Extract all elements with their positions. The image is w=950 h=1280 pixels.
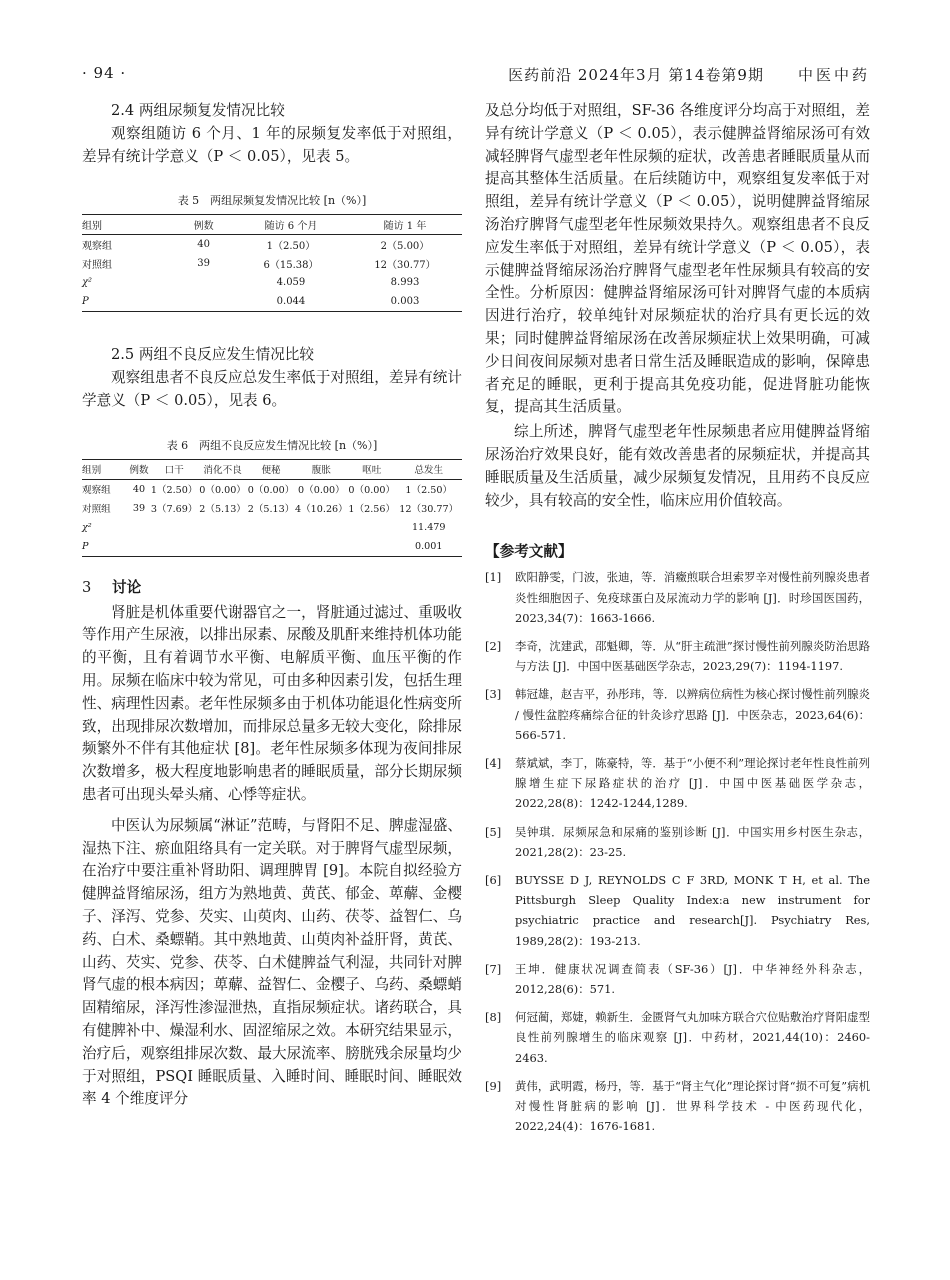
table-cell: 0.003 <box>390 296 420 308</box>
table-cell: 40 <box>132 483 146 495</box>
table-row <box>82 254 462 273</box>
table-cell: χ² <box>82 521 92 533</box>
table-header-cell: 便秘 <box>261 465 281 477</box>
table-cell <box>247 537 295 557</box>
reference-item <box>485 753 870 814</box>
table-cell: 观察组 <box>82 241 112 253</box>
reference-item <box>485 1007 870 1068</box>
left-column <box>82 100 462 1111</box>
table-cell: 6（15.38） <box>263 260 319 272</box>
section-name: 中医中药 <box>797 66 870 84</box>
running-head <box>508 64 870 85</box>
references-list <box>485 567 870 1136</box>
table-header-cell: 随访 6 个月 <box>264 221 318 233</box>
section-2-5-heading: 2.5 两组不良反应发生情况比较 <box>111 346 314 364</box>
reference-text: 黄伟，武明霞，杨丹，等．基于“肾主气化”理论探讨肾“损不可复”病机对慢性肾脏病的影响 [J]．世界科学技术 - 中医药现代化，2022,24(4)：1676-1681. <box>515 1078 870 1134</box>
table-cell <box>295 537 348 557</box>
reference-text: 吴钟琪．尿频尿急和尿痛的鉴别诊断 [J]．中国实用乡村医生杂志，2021,28(2)：23-25. <box>515 824 870 859</box>
table-cell <box>173 273 234 292</box>
reference-text: 蔡斌斌，李丁，陈豪特，等．基于“小便不利”理论探讨老年性良性前列腺增生症下尿路症状的治疗 [J]．中国中医基础医学杂志，2022,28(8)：1242-1244,1289. <box>515 755 870 811</box>
table-cell: 0（0.00） <box>247 485 295 497</box>
reference-item <box>485 959 870 999</box>
table-cell: 1（2.50） <box>266 241 316 253</box>
page-number: · 94 · <box>82 64 127 82</box>
table-cell: 40 <box>197 239 210 251</box>
table-cell <box>198 518 247 537</box>
table-cell: 0.044 <box>276 296 306 308</box>
table-header-cell: 组别 <box>82 465 102 477</box>
reference-number: [9] <box>485 1078 502 1093</box>
table-cell: 0（0.00） <box>199 485 246 497</box>
table-row <box>82 235 462 255</box>
section-2-4-heading: 2.4 两组尿频复发情况比较 <box>111 102 285 119</box>
table-cell <box>348 537 396 557</box>
reference-number: [4] <box>485 755 502 770</box>
reference-item <box>485 1076 870 1137</box>
table-cell: 8.993 <box>390 277 420 289</box>
table-cell <box>150 518 198 537</box>
table-cell <box>198 537 247 557</box>
reference-number: [1] <box>485 570 502 585</box>
reference-number: [5] <box>485 824 502 839</box>
reference-number: [7] <box>485 961 502 976</box>
table-cell <box>150 537 198 557</box>
table-cell: 对照组 <box>82 260 112 272</box>
table-row <box>82 273 462 292</box>
table-header-cell: 口干 <box>164 465 184 477</box>
discussion-paragraph-continued: 及总分均低于对照组，SF-36 各维度评分均高于对照组，差异有统计学意义（P ＜ 0.05），表示健脾益肾缩尿汤可有效减轻脾肾气虚型老年性尿频的症状，改善患者睡眠质量从而提高其整体生活质量。在后续随访中，观察组复发率低于对照组，差异有统计学意义（P ＜ 0.05），说明健脾益肾缩尿汤治疗脾肾气虚型老年性尿频效果持久。观察组患者不良反应发生率低于对照组，差异有统计学意义（P ＜ 0.05），表示健脾益肾缩尿汤治疗脾肾气虚型老年性尿频具有较高的安全性。分析原因：健脾益肾缩尿汤可针对脾肾气虚的本质病因进行治疗，较单纯针对尿频症状的治疗具有更长远的效果；同时健脾益肾缩尿汤在改善尿频症状上效果明确，可减少日间夜间尿频对患者日常生活及睡眠造成的影响，保障患者充足的睡眠，更利于提高其免疫功能，促进肾脏功能恢复，提高其生活质量。 <box>485 102 870 416</box>
references-heading: 【参考文献】 <box>485 543 573 561</box>
reference-item <box>485 822 870 862</box>
table-cell: 1（2.50） <box>405 485 453 497</box>
page-header <box>82 64 870 86</box>
table-row <box>82 537 462 557</box>
table-cell: 0.001 <box>415 540 443 552</box>
reference-item <box>485 636 870 676</box>
table-row <box>82 518 462 537</box>
table-header-cell: 随访 1 年 <box>383 221 427 233</box>
right-column <box>485 100 870 1144</box>
table-cell: 2（5.13） <box>199 504 246 516</box>
table-row <box>82 479 462 499</box>
table-header-row <box>82 459 462 479</box>
table-cell: 4（10.26） <box>294 504 348 516</box>
table-header-cell: 呕吐 <box>362 465 382 477</box>
table-cell: 39 <box>197 258 210 270</box>
table-5-caption: 表 5 两组尿频复发情况比较 [n（%）] <box>177 194 367 208</box>
reference-number: [6] <box>485 872 502 887</box>
table-cell: χ² <box>82 277 93 289</box>
table-cell <box>173 292 234 312</box>
table-cell: 2（5.13） <box>247 504 295 516</box>
table-cell <box>348 518 396 537</box>
reference-item <box>485 684 870 745</box>
discussion-paragraph-2: 中医认为尿频属“淋证”范畴，与肾阳不足、脾虚湿盛、湿热下注、瘀血阻络具有一定关联。对于脾肾气虚型尿频，在治疗中要注重补肾助阳、调理脾胃 [9]。本院自拟经验方健脾益肾缩尿汤，组方为熟地黄、黄芪、郁金、萆薢、金樱子、泽泻、党参、芡实、山萸肉、山药、茯苓、益智仁、乌药、白术、桑螵鞘。其中熟地黄、山萸肉补益肝肾，黄芪、山药、芡实、党参、茯苓、白术健脾益气利湿，共同针对脾肾气虚的根本病因；萆薢、益智仁、金樱子、乌药、桑螵蛸固精缩尿，泽泻性渗湿泄热，直指尿频症状。诸药联合，具有健脾补中、燥湿利水、固涩缩尿之效。本研究结果显示，治疗后，观察组排尿次数、最大尿流率、膀胱残余尿量均少于对照组，PSQI 睡眠质量、入睡时间、睡眠时间、睡眠效率 4 个维度评分 <box>82 816 462 1108</box>
reference-text: BUYSSE D J, REYNOLDS C F 3RD, MONK T H, et al. The Pittsburgh Sleep Quality Index:a new instrument for psychiatric practice and research[J]. Psychiatry Res, 1989,28(2)：193-213. <box>515 872 870 948</box>
reference-text: 何冠蔺，郑婕，赖新生．金匮肾气丸加味方联合穴位贴敷治疗肾阳虚型良性前列腺增生的临床观察 [J]．中药材，2021,44(10)：2460-2463. <box>515 1010 870 1065</box>
section-3-heading <box>82 577 462 600</box>
table-cell: 4.059 <box>276 277 306 289</box>
reference-text: 欧阳静雯，门波，张迪，等．消癥煎联合坦索罗辛对慢性前列腺炎患者炎性细胞因子、免疫球蛋白及尿流动力学的影响 [J]．时珍国医国药，2023,34(7)：1663-1666. <box>515 570 870 625</box>
table-cell: 12（30.77） <box>399 504 459 516</box>
reference-number: [3] <box>485 687 502 702</box>
table-row <box>82 292 462 312</box>
table-cell: 0（0.00） <box>348 485 396 497</box>
table-cell <box>295 518 348 537</box>
table-cell: 观察组 <box>82 485 111 497</box>
reference-item <box>485 870 870 951</box>
reference-text: 李奇，沈建武，邵魁卿，等．从“肝主疏泄”探讨慢性前列腺炎防治思路与方法 [J]．中国中医基础医学杂志，2023,29(7)：1194-1197. <box>515 638 870 674</box>
table-cell: 对照组 <box>82 504 111 516</box>
table-row <box>82 499 462 518</box>
table-header-cell: 腹胀 <box>311 465 331 477</box>
table-cell: 2（5.00） <box>380 241 430 253</box>
section-3-number: 3 <box>82 578 92 596</box>
table-6 <box>82 459 462 557</box>
reference-text: 王坤．健康状况调查简表（SF-36）[J]．中华神经外科杂志，2012,28(6)：571. <box>515 961 870 996</box>
reference-item <box>485 567 870 628</box>
table-header-row <box>82 215 462 235</box>
section-2-4-text: 观察组随访 6 个月、1 年的尿频复发率低于对照组，差异有统计学意义（P ＜ 0.05），见表 5。 <box>82 124 462 165</box>
table-cell: 12（30.77） <box>374 260 436 272</box>
section-3-title: 讨论 <box>112 578 142 596</box>
section-2-5-text: 观察组患者不良反应总发生率低于对照组，差异有统计学意义（P ＜ 0.05），见表 6。 <box>82 369 462 409</box>
table-cell: 39 <box>132 502 146 514</box>
conclusion-paragraph: 综上所述，脾肾气虚型老年性尿频患者应用健脾益肾缩尿汤治疗效果良好，能有效改善患者的尿频症状，并提高其睡眠质量及生活质量，减少尿频复发情况，且用药不良反应较少，具有较高的安全性，临床应用价值较高。 <box>485 423 870 509</box>
reference-text: 韩冠雄，赵吉平，孙彤玮，等．以辨病位病性为核心探讨慢性前列腺炎 / 慢性盆腔疼痛综合征的针灸诊疗思路 [J]．中医杂志，2023,64(6)：566-571. <box>515 687 870 742</box>
table-cell: 0（0.00） <box>298 485 345 497</box>
journal-info: 医药前沿 2024年3月 第14卷第9期 <box>508 66 764 84</box>
table-header-cell: 例数 <box>193 221 214 233</box>
table-cell: P <box>82 540 89 552</box>
table-6-caption: 表 6 两组不良反应发生情况比较 [n（%）] <box>166 438 378 452</box>
table-cell <box>247 518 295 537</box>
table-cell: 3（7.69） <box>150 504 198 516</box>
table-cell <box>128 537 151 557</box>
table-header-cell: 总发生 <box>414 465 444 477</box>
table-cell: 1（2.50） <box>150 485 198 497</box>
table-cell <box>128 518 151 537</box>
discussion-paragraph-1: 肾脏是机体重要代谢器官之一，肾脏通过滤过、重吸收等作用产生尿液，以排出尿素、尿酸及肌酐来维持机体功能的平衡，且有着调节水平衡、电解质平衡、血压平衡的作用。尿频在临床中较为常见，可由多种因素引发，包括生理性、病理性因素。老年性尿频多由于机体功能退化性病变所致，出现排尿次数增加，而排尿总量多无较大变化，除排尿频繁外不伴有其他症状 [8]。老年性尿频多体现为夜间排尿次数增多，极大程度地影响患者的睡眠质量，部分长期尿频患者可出现头晕头痛、心悸等症状。 <box>82 603 462 803</box>
table-header-cell: 消化不良 <box>203 465 242 477</box>
table-header-cell: 组别 <box>82 221 102 233</box>
reference-number: [2] <box>485 638 502 653</box>
table-cell: 11.479 <box>411 521 446 533</box>
table-cell: P <box>82 296 89 308</box>
table-cell: 1（2.56） <box>348 504 396 516</box>
table-5 <box>82 214 462 312</box>
reference-number: [8] <box>485 1010 502 1025</box>
table-header-cell: 例数 <box>129 465 149 477</box>
